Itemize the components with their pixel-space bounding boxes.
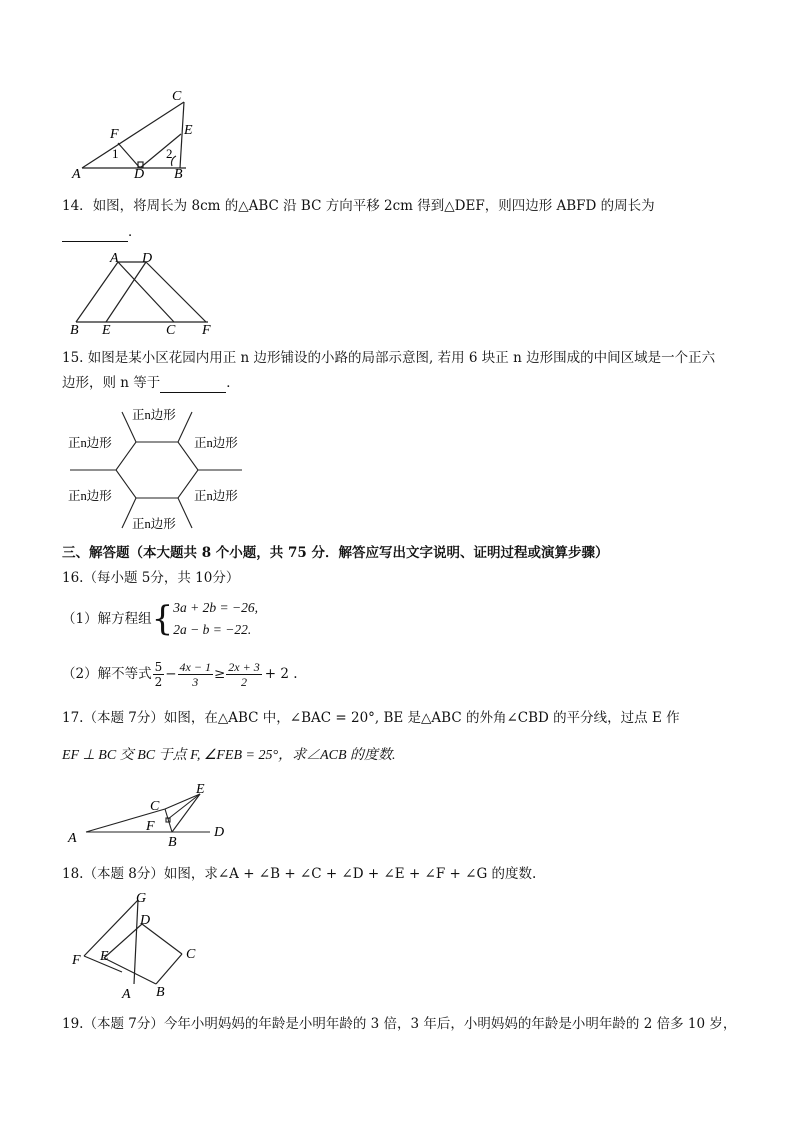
figure-q18 xyxy=(64,888,214,1000)
label-upper-left: 正n边形 xyxy=(68,436,112,450)
answer-blank-15[interactable] xyxy=(160,378,226,393)
label-C: C xyxy=(150,799,160,814)
fraction-4x-1-over-3: $\frac{4x - 1}{3}$ xyxy=(179,659,211,689)
label-lower-right: 正n边形 xyxy=(194,489,238,503)
figure-q15 xyxy=(64,402,254,534)
label-A: A xyxy=(72,167,81,180)
label-F: F xyxy=(146,819,155,834)
label-F: F xyxy=(110,127,119,142)
fraction-5-2: $\frac{5}{2}$ xyxy=(154,659,163,689)
label-B: B xyxy=(156,985,165,1000)
label-C: C xyxy=(172,89,182,104)
label-lower-left: 正n边形 xyxy=(68,489,112,503)
question-14 xyxy=(62,196,655,216)
equation-system xyxy=(173,597,258,641)
geq-sign: ≥ xyxy=(213,666,226,682)
fraction-2x-3-over-2: $\frac{2x + 3}{2}$ xyxy=(228,659,260,689)
label-A: A xyxy=(110,251,119,266)
question-16-part2 xyxy=(62,656,298,692)
question-14-text: 如图，将周长为 8cm 的△ABC 沿 BC 方向平移 2cm 得到△DEF，则四边形 ABFD 的周长为 xyxy=(92,198,655,214)
question-14-end: ． xyxy=(128,224,142,240)
question-18: 18.（本题 8分）如图，求∠A + ∠B + ∠C + ∠D + ∠E + ∠F + ∠G 的度数. xyxy=(62,866,537,882)
question-15-text: 边形，则 n 等于 xyxy=(62,375,161,391)
label-G: G xyxy=(136,891,147,906)
equation-1: 3a + 2b = −26, xyxy=(173,600,258,615)
answer-blank-14[interactable] xyxy=(62,227,128,242)
question-15-line2 xyxy=(62,373,240,393)
figure-q14 xyxy=(62,250,222,336)
label-D: D xyxy=(134,167,145,180)
tail: + 2 . xyxy=(264,666,298,682)
label-E: E xyxy=(102,323,111,336)
label-E: E xyxy=(184,123,193,138)
question-16-part1 xyxy=(62,596,258,642)
label-D: D xyxy=(214,825,225,840)
label-top: 正n边形 xyxy=(132,408,176,422)
minus-sign: − xyxy=(165,666,177,682)
part2-label: （2）解不等式 xyxy=(62,666,152,682)
question-16-header: 16.（每小题 5分，共 10分） xyxy=(62,570,240,586)
label-1: 1 xyxy=(112,146,119,161)
label-D: D xyxy=(142,251,153,266)
label-E: E xyxy=(196,782,205,797)
question-19: 19.（本题 7分）今年小明妈妈的年龄是小明年龄的 3 倍，3 年后，小明妈妈的年龄是小明年龄的 2 倍多 10 岁， xyxy=(62,1016,737,1032)
equation-brace: { xyxy=(151,599,174,639)
label-B: B xyxy=(174,167,183,180)
label-F: F xyxy=(72,953,81,968)
equation-2: 2a − b = −22. xyxy=(173,622,252,637)
figure-q17 xyxy=(62,782,242,850)
section-3-heading: 三、解答题（本大题共 8 个小题，共 75 分．解答应写出文字说明、证明过程或演算步骤） xyxy=(62,545,609,561)
label-bottom: 正n边形 xyxy=(132,517,176,531)
label-upper-right: 正n边形 xyxy=(194,436,238,450)
question-15-line1: 15. 如图是某小区花园内用正 n 边形铺设的小路的局部示意图, 若用 6 块正 n 边形围成的中间区域是一个正六 xyxy=(62,350,716,366)
label-C: C xyxy=(166,323,176,336)
label-D: D xyxy=(140,913,151,928)
question-15-end: ． xyxy=(226,375,240,391)
label-A: A xyxy=(68,831,77,846)
question-17-line1: 17.（本题 7分）如图，在△ABC 中，∠BAC = 20°, BE 是△ABC 的外角∠CBD 的平分线，过点 E 作 xyxy=(62,710,680,726)
label-B: B xyxy=(70,323,79,336)
label-B: B xyxy=(168,835,177,850)
figure-q13 xyxy=(60,88,210,180)
label-A: A xyxy=(122,987,131,1000)
label-F: F xyxy=(202,323,211,336)
label-2: 2 xyxy=(166,146,173,161)
question-14-answer-line xyxy=(62,222,142,242)
label-E: E xyxy=(100,949,109,964)
question-17-line2: EF ⊥ BC 交 BC 于点 F, ∠FEB = 25°，求∠ACB 的度数. xyxy=(62,748,396,763)
label-C: C xyxy=(186,947,196,962)
part1-label: （1）解方程组 xyxy=(62,611,152,627)
question-14-number: 14． xyxy=(62,198,93,214)
